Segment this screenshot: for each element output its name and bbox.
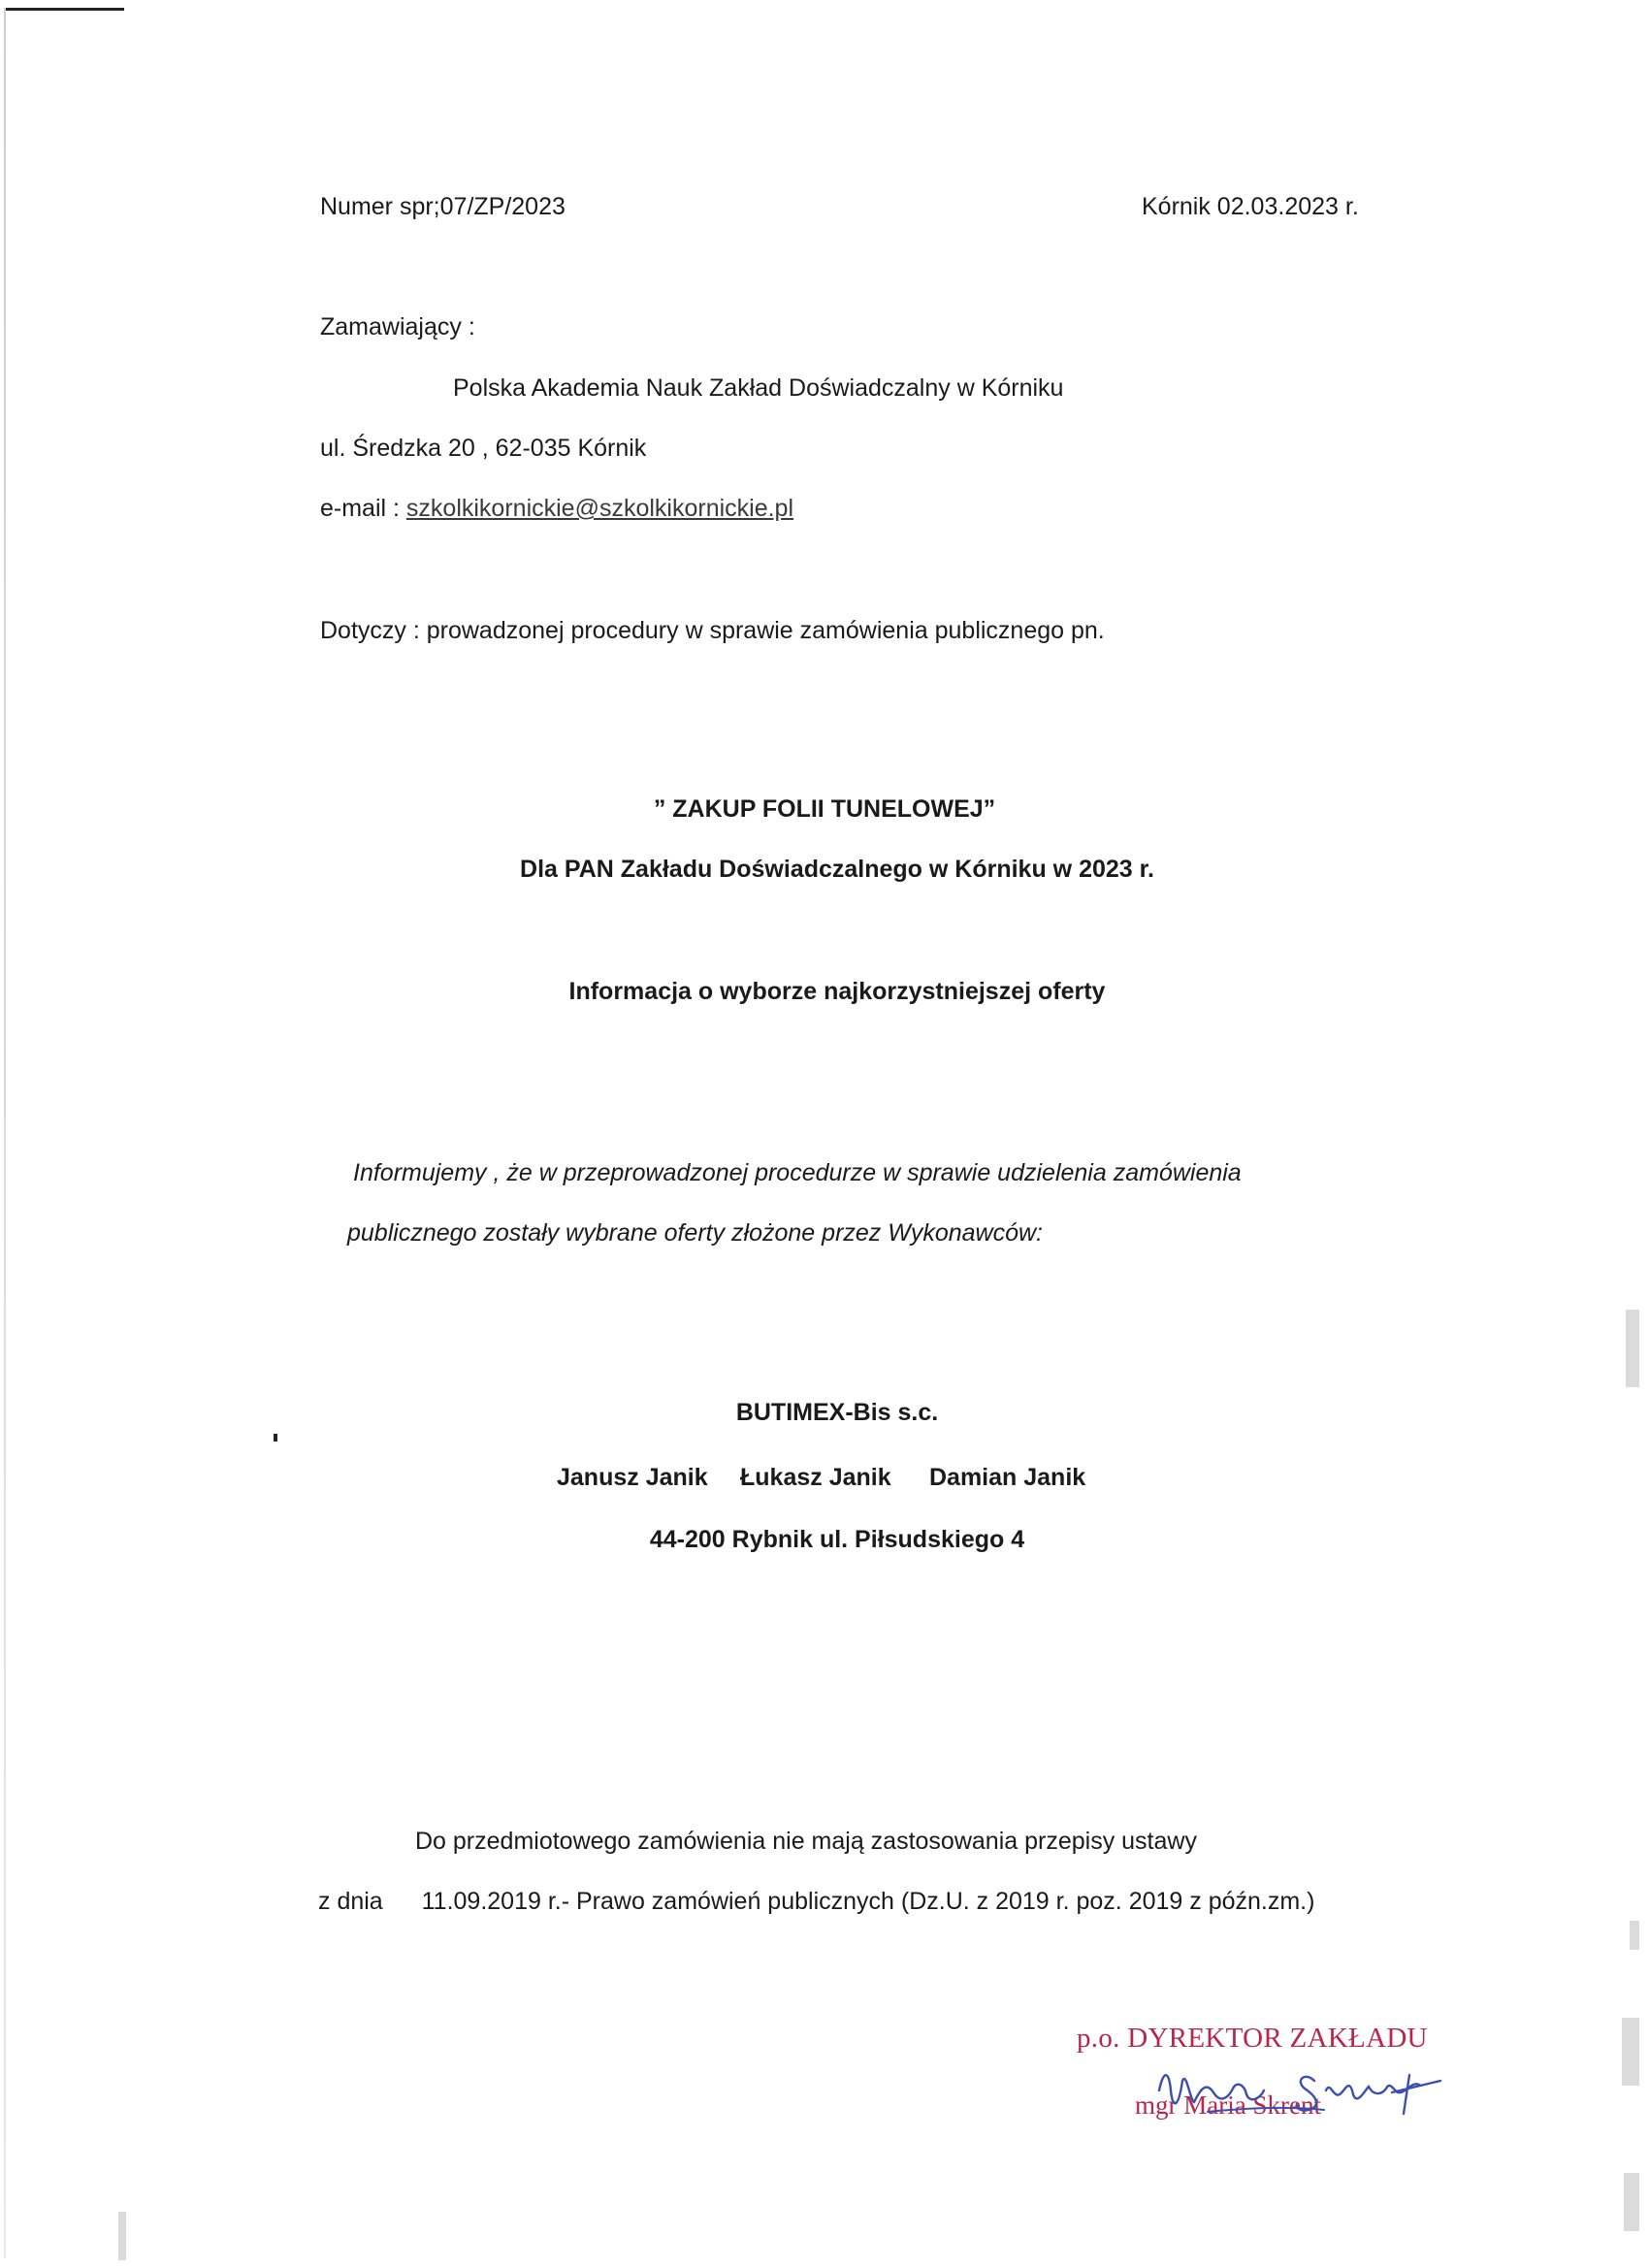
body-line-1: Informujemy , że w przeprowadzonej procedurze w sprawie udzielenia zamówienia — [353, 1159, 1242, 1186]
scan-dot — [274, 1434, 277, 1442]
title-information: Informacja o wyborze najkorzystniejszej oferty — [568, 978, 1106, 1005]
scan-artifact — [1626, 1310, 1639, 1387]
ordering-party-name: Polska Akademia Nauk Zakład Doświadczalny w Kórniku — [453, 374, 1064, 402]
legal-note-rest: 11.09.2019 r.- Prawo zamówień publicznych (Dz.U. z 2019 r. poz. 2019 z późn.zm.) — [421, 1888, 1315, 1915]
ordering-party-label: Zamawiający : — [320, 313, 475, 340]
email-label: e-mail : — [320, 495, 400, 522]
contractor-owner-2: Łukasz Janik — [740, 1464, 891, 1491]
contractor-owner-1: Janusz Janik — [557, 1464, 708, 1491]
stamp-title: p.o. DYREKTOR ZAKŁADU — [1077, 2023, 1428, 2054]
scan-edge-left — [4, 8, 6, 2258]
scan-artifact — [1630, 1921, 1639, 1950]
scan-artifact — [118, 2212, 126, 2260]
contractor-owner-3: Damian Janik — [929, 1464, 1086, 1491]
legal-note-line-2 — [318, 1886, 1314, 1917]
email-row — [320, 493, 793, 524]
title-procurement: ” ZAKUP FOLII TUNELOWEJ” — [653, 795, 996, 823]
case-number: Numer spr;07/ZP/2023 — [320, 193, 566, 220]
contractor-address: 44-200 Rybnik ul. Piłsudskiego 4 — [649, 1526, 1025, 1553]
place-date: Kórnik 02.03.2023 r. — [1142, 193, 1359, 220]
title-for-whom: Dla PAN Zakładu Doświadczalnego w Kórniku w 2023 r. — [520, 856, 1154, 883]
scan-artifact — [1624, 2173, 1639, 2231]
scan-artifact — [1622, 2018, 1639, 2086]
contractor-company: BUTIMEX-Bis s.c. — [735, 1399, 939, 1426]
legal-note-line-1: Do przedmiotowego zamówienia nie mają zastosowania przepisy ustawy — [415, 1828, 1197, 1855]
legal-note-prefix: z dnia — [318, 1888, 383, 1915]
scan-edge-top — [4, 8, 124, 11]
ordering-party-address: ul. Średzka 20 , 62-035 Kórnik — [320, 435, 647, 462]
stamp-name: mgr Maria Skrent — [1135, 2090, 1321, 2120]
body-line-2: publicznego zostały wybrane oferty złożone przez Wykonawców: — [347, 1219, 1044, 1247]
director-stamp — [1057, 2023, 1445, 2129]
handwritten-signature — [1149, 2052, 1518, 2129]
subject-line: Dotyczy : prowadzonej procedury w sprawie zamówienia publicznego pn. — [320, 617, 1105, 644]
email-link[interactable]: szkolkikornickie@szkolkikornickie.pl — [405, 495, 794, 522]
